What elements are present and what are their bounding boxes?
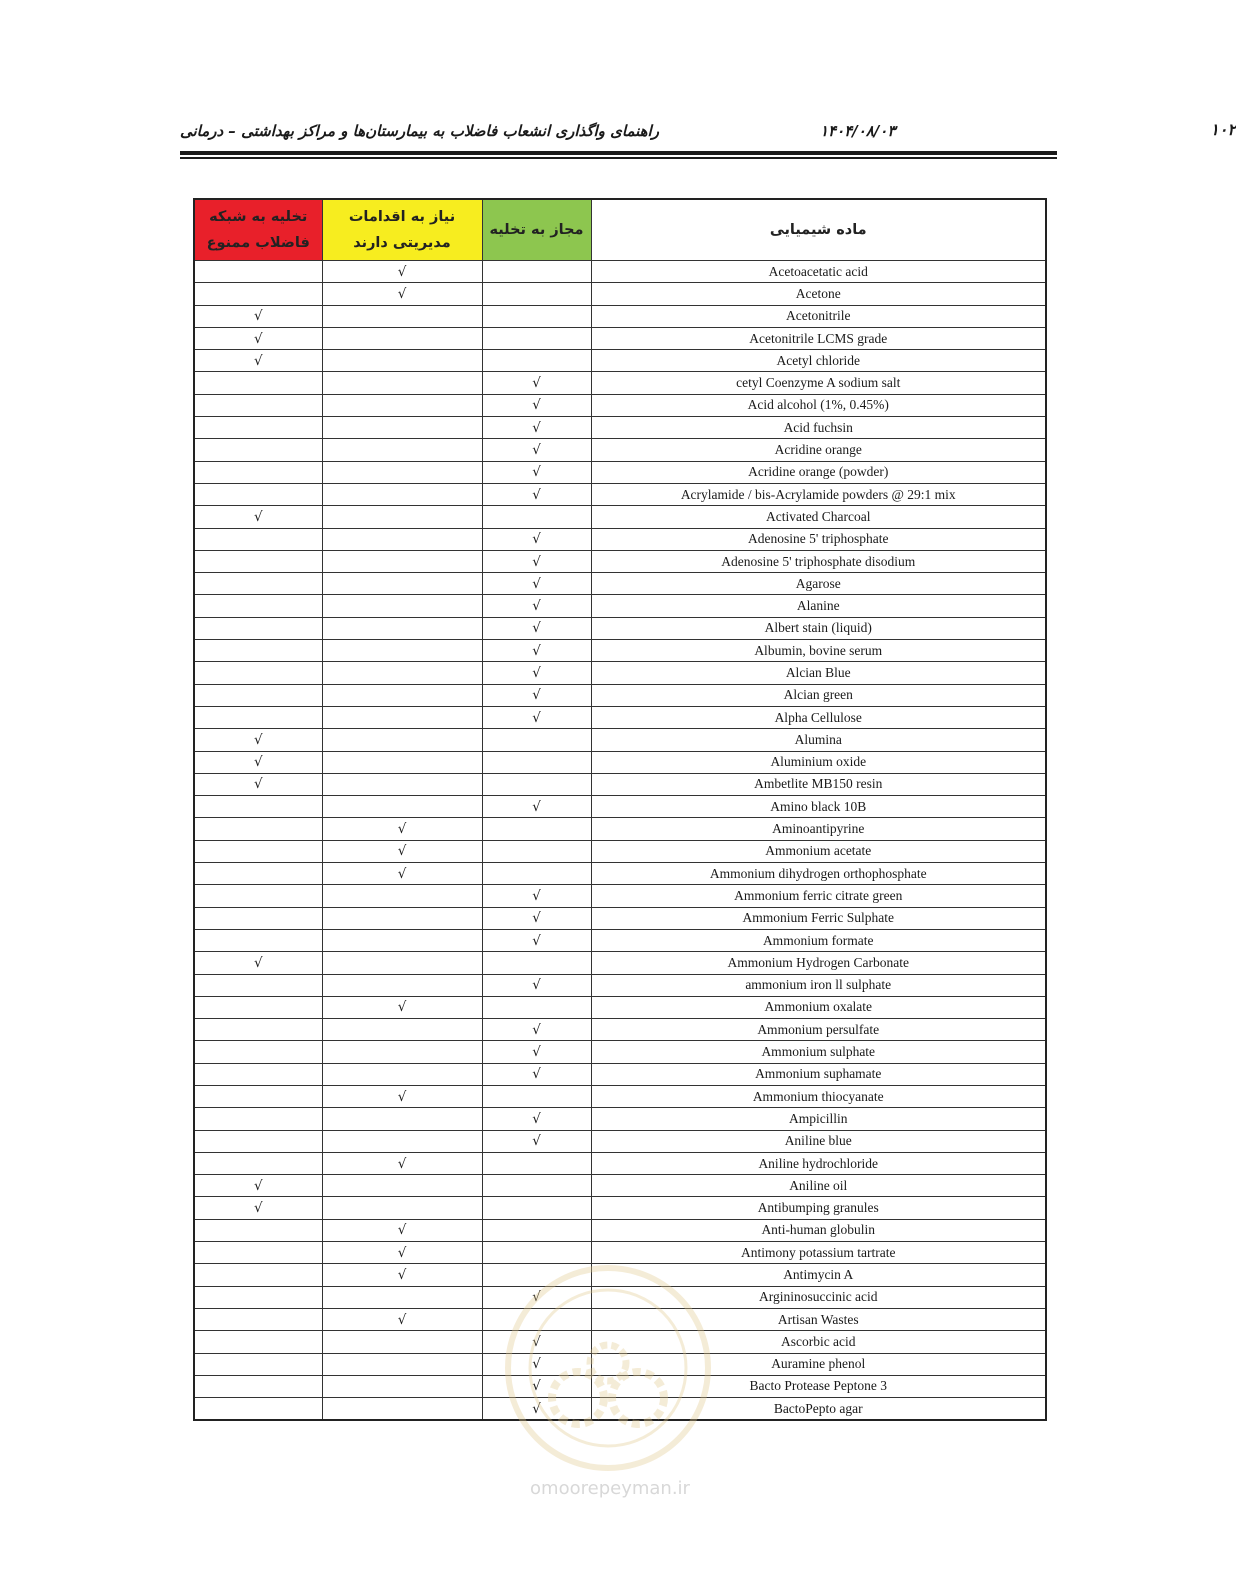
chemical-name: ammonium iron ll sulphate — [591, 974, 1046, 996]
check-cell-banned — [194, 1353, 322, 1375]
check-cell-allowed: √ — [482, 1398, 591, 1421]
check-cell-management: √ — [322, 283, 482, 305]
check-cell-banned — [194, 863, 322, 885]
chemical-name: Ammonium ferric citrate green — [591, 885, 1046, 907]
check-cell-allowed: √ — [482, 684, 591, 706]
check-cell-banned — [194, 1019, 322, 1041]
header-rule-thick — [180, 151, 1057, 155]
check-cell-allowed — [482, 1242, 591, 1264]
check-cell-allowed — [482, 506, 591, 528]
chemical-name: Albert stain (liquid) — [591, 617, 1046, 639]
check-cell-management — [322, 350, 482, 372]
table-row — [194, 528, 1046, 550]
chemical-name: Alpha Cellulose — [591, 706, 1046, 728]
header-management: نیاز به اقدامات مدیریتی دارند — [322, 199, 482, 261]
check-cell-banned: √ — [194, 773, 322, 795]
check-cell-allowed: √ — [482, 439, 591, 461]
check-cell-banned — [194, 283, 322, 305]
check-cell-management — [322, 684, 482, 706]
check-cell-allowed: √ — [482, 706, 591, 728]
chemical-name: Acetoacetatic acid — [591, 261, 1046, 283]
check-cell-allowed: √ — [482, 550, 591, 572]
table-row — [194, 1219, 1046, 1241]
table-row — [194, 662, 1046, 684]
check-cell-allowed — [482, 1085, 591, 1107]
chemical-name: Argininosuccinic acid — [591, 1286, 1046, 1308]
table-header-row — [194, 199, 1046, 261]
chemical-name: Ammonium dihydrogen orthophosphate — [591, 863, 1046, 885]
check-cell-banned — [194, 818, 322, 840]
check-cell-allowed: √ — [482, 1375, 591, 1397]
check-cell-management — [322, 974, 482, 996]
chemical-name: Ascorbic acid — [591, 1331, 1046, 1353]
check-cell-allowed: √ — [482, 1286, 591, 1308]
check-cell-banned — [194, 1041, 322, 1063]
table-row — [194, 1286, 1046, 1308]
table-row — [194, 1063, 1046, 1085]
check-cell-allowed: √ — [482, 1063, 591, 1085]
page-header — [180, 120, 1236, 146]
check-cell-banned — [194, 684, 322, 706]
check-cell-management — [322, 1041, 482, 1063]
table-row — [194, 350, 1046, 372]
check-cell-banned — [194, 996, 322, 1018]
table-row — [194, 1242, 1046, 1264]
check-cell-management — [322, 1286, 482, 1308]
table-row — [194, 974, 1046, 996]
chemical-name: Aniline hydrochloride — [591, 1152, 1046, 1174]
check-cell-management: √ — [322, 1308, 482, 1330]
check-cell-banned — [194, 929, 322, 951]
table-row — [194, 461, 1046, 483]
check-cell-management — [322, 796, 482, 818]
check-cell-management — [322, 885, 482, 907]
check-cell-allowed: √ — [482, 595, 591, 617]
chemical-name: Antimycin A — [591, 1264, 1046, 1286]
check-cell-allowed: √ — [482, 1041, 591, 1063]
check-cell-allowed — [482, 1197, 591, 1219]
table-row — [194, 417, 1046, 439]
check-cell-allowed: √ — [482, 1130, 591, 1152]
chemical-name: Bacto Protease Peptone 3 — [591, 1375, 1046, 1397]
check-cell-management — [322, 729, 482, 751]
table-row — [194, 617, 1046, 639]
check-cell-management — [322, 528, 482, 550]
check-cell-banned — [194, 796, 322, 818]
check-cell-banned: √ — [194, 1197, 322, 1219]
chemical-name: Ammonium persulfate — [591, 1019, 1046, 1041]
check-cell-management — [322, 1175, 482, 1197]
check-cell-banned: √ — [194, 729, 322, 751]
check-cell-allowed — [482, 751, 591, 773]
check-cell-banned — [194, 662, 322, 684]
check-cell-banned: √ — [194, 751, 322, 773]
check-cell-banned: √ — [194, 350, 322, 372]
chemical-name: Acrylamide / bis-Acrylamide powders @ 29:1 mix — [591, 483, 1046, 505]
check-cell-management — [322, 706, 482, 728]
table-row — [194, 1375, 1046, 1397]
check-cell-banned — [194, 885, 322, 907]
check-cell-allowed — [482, 1152, 591, 1174]
watermark-text: omoorepeyman.ir — [530, 1478, 690, 1499]
check-cell-banned — [194, 528, 322, 550]
chemical-name: Alcian green — [591, 684, 1046, 706]
check-cell-banned — [194, 439, 322, 461]
chemical-name: Ampicillin — [591, 1108, 1046, 1130]
check-cell-allowed: √ — [482, 1353, 591, 1375]
check-cell-management — [322, 573, 482, 595]
chemical-name: Ammonium thiocyanate — [591, 1085, 1046, 1107]
table-row — [194, 1197, 1046, 1219]
check-cell-management — [322, 483, 482, 505]
check-cell-banned — [194, 907, 322, 929]
table-row — [194, 751, 1046, 773]
check-cell-allowed — [482, 261, 591, 283]
header-chemical: ماده شیمیایی — [591, 199, 1046, 261]
chemical-name: Ammonium Ferric Sulphate — [591, 907, 1046, 929]
chemical-name: Aniline blue — [591, 1130, 1046, 1152]
check-cell-management — [322, 1331, 482, 1353]
check-cell-allowed: √ — [482, 372, 591, 394]
table-row — [194, 1041, 1046, 1063]
check-cell-allowed: √ — [482, 528, 591, 550]
header-rule-thin — [180, 157, 1057, 159]
check-cell-banned — [194, 640, 322, 662]
table-row — [194, 506, 1046, 528]
table-row — [194, 1152, 1046, 1174]
check-cell-banned — [194, 595, 322, 617]
chemical-name: Ammonium formate — [591, 929, 1046, 951]
table-row — [194, 996, 1046, 1018]
chemical-name: Alcian Blue — [591, 662, 1046, 684]
check-cell-banned — [194, 1398, 322, 1421]
check-cell-allowed: √ — [482, 617, 591, 639]
check-cell-banned: √ — [194, 952, 322, 974]
check-cell-management — [322, 640, 482, 662]
check-cell-management: √ — [322, 1242, 482, 1264]
chemical-name: Amino black 10B — [591, 796, 1046, 818]
check-cell-allowed: √ — [482, 974, 591, 996]
check-cell-banned — [194, 1063, 322, 1085]
header-banned: تخلیه به شبکه فاضلاب ممنوع — [194, 199, 322, 261]
check-cell-allowed: √ — [482, 461, 591, 483]
chemical-name: Aminoantipyrine — [591, 818, 1046, 840]
check-cell-banned — [194, 1286, 322, 1308]
header-allowed: مجاز به تخلیه — [482, 199, 591, 261]
chemical-name: Acid fuchsin — [591, 417, 1046, 439]
chemical-name: Ammonium acetate — [591, 840, 1046, 862]
check-cell-management — [322, 907, 482, 929]
check-cell-management: √ — [322, 1264, 482, 1286]
table-row — [194, 1264, 1046, 1286]
chemical-name: Alumina — [591, 729, 1046, 751]
check-cell-management: √ — [322, 996, 482, 1018]
chemical-name: Alanine — [591, 595, 1046, 617]
chemical-name: Acetonitrile — [591, 305, 1046, 327]
check-cell-management — [322, 394, 482, 416]
table-row — [194, 394, 1046, 416]
chemical-name: cetyl Coenzyme A sodium salt — [591, 372, 1046, 394]
check-cell-allowed — [482, 1219, 591, 1241]
chemical-name: Activated Charcoal — [591, 506, 1046, 528]
table-row — [194, 818, 1046, 840]
check-cell-allowed — [482, 863, 591, 885]
table-row — [194, 885, 1046, 907]
check-cell-management — [322, 617, 482, 639]
check-cell-allowed — [482, 327, 591, 349]
check-cell-allowed: √ — [482, 1331, 591, 1353]
table-row — [194, 929, 1046, 951]
chemical-name: Acetonitrile LCMS grade — [591, 327, 1046, 349]
check-cell-banned — [194, 1219, 322, 1241]
check-cell-management: √ — [322, 1152, 482, 1174]
check-cell-banned — [194, 573, 322, 595]
chemical-name: Acridine orange — [591, 439, 1046, 461]
check-cell-banned — [194, 261, 322, 283]
check-cell-management: √ — [322, 261, 482, 283]
check-cell-banned — [194, 1085, 322, 1107]
check-cell-allowed: √ — [482, 885, 591, 907]
table-row — [194, 907, 1046, 929]
chemical-name: Acid alcohol (1%, 0.45%) — [591, 394, 1046, 416]
table-row — [194, 483, 1046, 505]
check-cell-banned — [194, 461, 322, 483]
check-cell-allowed: √ — [482, 417, 591, 439]
check-cell-management — [322, 1063, 482, 1085]
check-cell-banned — [194, 1264, 322, 1286]
table-row — [194, 1019, 1046, 1041]
table-row — [194, 1331, 1046, 1353]
check-cell-allowed — [482, 773, 591, 795]
table-row — [194, 372, 1046, 394]
check-cell-banned — [194, 706, 322, 728]
check-cell-management — [322, 595, 482, 617]
check-cell-banned — [194, 1375, 322, 1397]
table-row — [194, 1085, 1046, 1107]
check-cell-management: √ — [322, 840, 482, 862]
table-row — [194, 550, 1046, 572]
check-cell-banned — [194, 617, 322, 639]
table-row — [194, 1108, 1046, 1130]
table-row — [194, 640, 1046, 662]
check-cell-management — [322, 773, 482, 795]
check-cell-banned — [194, 1308, 322, 1330]
table-row — [194, 773, 1046, 795]
table-row — [194, 595, 1046, 617]
check-cell-management — [322, 1108, 482, 1130]
table-row — [194, 952, 1046, 974]
check-cell-allowed — [482, 818, 591, 840]
table-row — [194, 327, 1046, 349]
table-row — [194, 796, 1046, 818]
table-row — [194, 863, 1046, 885]
check-cell-management — [322, 550, 482, 572]
check-cell-allowed: √ — [482, 483, 591, 505]
check-cell-banned: √ — [194, 327, 322, 349]
check-cell-banned — [194, 1152, 322, 1174]
chemical-name: Albumin, bovine serum — [591, 640, 1046, 662]
check-cell-banned — [194, 1130, 322, 1152]
chemical-name: Antimony potassium tartrate — [591, 1242, 1046, 1264]
chemical-name: BactoPepto agar — [591, 1398, 1046, 1421]
check-cell-allowed — [482, 996, 591, 1018]
check-cell-allowed: √ — [482, 1019, 591, 1041]
check-cell-banned — [194, 394, 322, 416]
check-cell-management — [322, 372, 482, 394]
check-cell-banned — [194, 483, 322, 505]
chemical-name: Ammonium sulphate — [591, 1041, 1046, 1063]
check-cell-banned — [194, 974, 322, 996]
chemical-name: Ammonium oxalate — [591, 996, 1046, 1018]
table-row — [194, 840, 1046, 862]
check-cell-allowed — [482, 305, 591, 327]
check-cell-allowed — [482, 1308, 591, 1330]
check-cell-management — [322, 1375, 482, 1397]
check-cell-management — [322, 461, 482, 483]
check-cell-allowed — [482, 952, 591, 974]
chemical-name: Antibumping granules — [591, 1197, 1046, 1219]
check-cell-allowed: √ — [482, 796, 591, 818]
check-cell-management: √ — [322, 1085, 482, 1107]
table-row — [194, 283, 1046, 305]
check-cell-banned — [194, 840, 322, 862]
table-row — [194, 1398, 1046, 1421]
chemical-name: Aniline oil — [591, 1175, 1046, 1197]
check-cell-management — [322, 1398, 482, 1421]
check-cell-allowed: √ — [482, 640, 591, 662]
check-cell-banned — [194, 372, 322, 394]
check-cell-management — [322, 417, 482, 439]
header-title: راهنمای واگذاری انشعاب فاضلاب به بیمارستان‌ها و مراکز بهداشتی – درمانی — [180, 122, 659, 140]
check-cell-management — [322, 952, 482, 974]
table-row — [194, 1175, 1046, 1197]
chemical-name: Ammonium Hydrogen Carbonate — [591, 952, 1046, 974]
chemical-name: Auramine phenol — [591, 1353, 1046, 1375]
table-row — [194, 1353, 1046, 1375]
check-cell-banned: √ — [194, 506, 322, 528]
check-cell-banned — [194, 550, 322, 572]
check-cell-allowed — [482, 729, 591, 751]
chemical-name: Adenosine 5' triphosphate disodium — [591, 550, 1046, 572]
table-row — [194, 1308, 1046, 1330]
chemical-name: Aluminium oxide — [591, 751, 1046, 773]
check-cell-allowed — [482, 840, 591, 862]
check-cell-banned: √ — [194, 1175, 322, 1197]
check-cell-banned — [194, 1242, 322, 1264]
check-cell-banned — [194, 417, 322, 439]
chemical-name: Anti-human globulin — [591, 1219, 1046, 1241]
check-cell-allowed: √ — [482, 394, 591, 416]
check-cell-banned — [194, 1108, 322, 1130]
check-cell-allowed — [482, 1264, 591, 1286]
check-cell-allowed: √ — [482, 573, 591, 595]
check-cell-allowed — [482, 350, 591, 372]
check-cell-allowed — [482, 283, 591, 305]
check-cell-management — [322, 439, 482, 461]
check-cell-management: √ — [322, 1219, 482, 1241]
header-date: ۱۴۰۴/۰۸/۰۳ — [820, 122, 896, 140]
check-cell-management: √ — [322, 863, 482, 885]
chemical-name: Agarose — [591, 573, 1046, 595]
page-number: ۱۰۲ — [1210, 120, 1236, 139]
chemical-name: Acetone — [591, 283, 1046, 305]
check-cell-management — [322, 327, 482, 349]
check-cell-management — [322, 1019, 482, 1041]
table-row — [194, 439, 1046, 461]
check-cell-management — [322, 1197, 482, 1219]
chemical-name: Artisan Wastes — [591, 1308, 1046, 1330]
table-row — [194, 729, 1046, 751]
chemical-name: Adenosine 5' triphosphate — [591, 528, 1046, 550]
check-cell-management — [322, 506, 482, 528]
check-cell-allowed: √ — [482, 1108, 591, 1130]
check-cell-allowed: √ — [482, 662, 591, 684]
check-cell-management — [322, 1130, 482, 1152]
check-cell-management — [322, 1353, 482, 1375]
chemical-name: Acridine orange (powder) — [591, 461, 1046, 483]
table-row — [194, 706, 1046, 728]
table-row — [194, 305, 1046, 327]
check-cell-allowed: √ — [482, 907, 591, 929]
check-cell-banned: √ — [194, 305, 322, 327]
check-cell-management — [322, 751, 482, 773]
check-cell-allowed: √ — [482, 929, 591, 951]
table-row — [194, 684, 1046, 706]
check-cell-management — [322, 929, 482, 951]
check-cell-management: √ — [322, 818, 482, 840]
check-cell-allowed — [482, 1175, 591, 1197]
check-cell-banned — [194, 1331, 322, 1353]
chemical-name: Ambetlite MB150 resin — [591, 773, 1046, 795]
check-cell-management — [322, 662, 482, 684]
check-cell-management — [322, 305, 482, 327]
chemical-name: Ammonium suphamate — [591, 1063, 1046, 1085]
table-row — [194, 261, 1046, 283]
table-row — [194, 1130, 1046, 1152]
chemical-name: Acetyl chloride — [591, 350, 1046, 372]
chemicals-table — [193, 198, 1047, 1421]
table-row — [194, 573, 1046, 595]
table-body — [194, 261, 1046, 1421]
